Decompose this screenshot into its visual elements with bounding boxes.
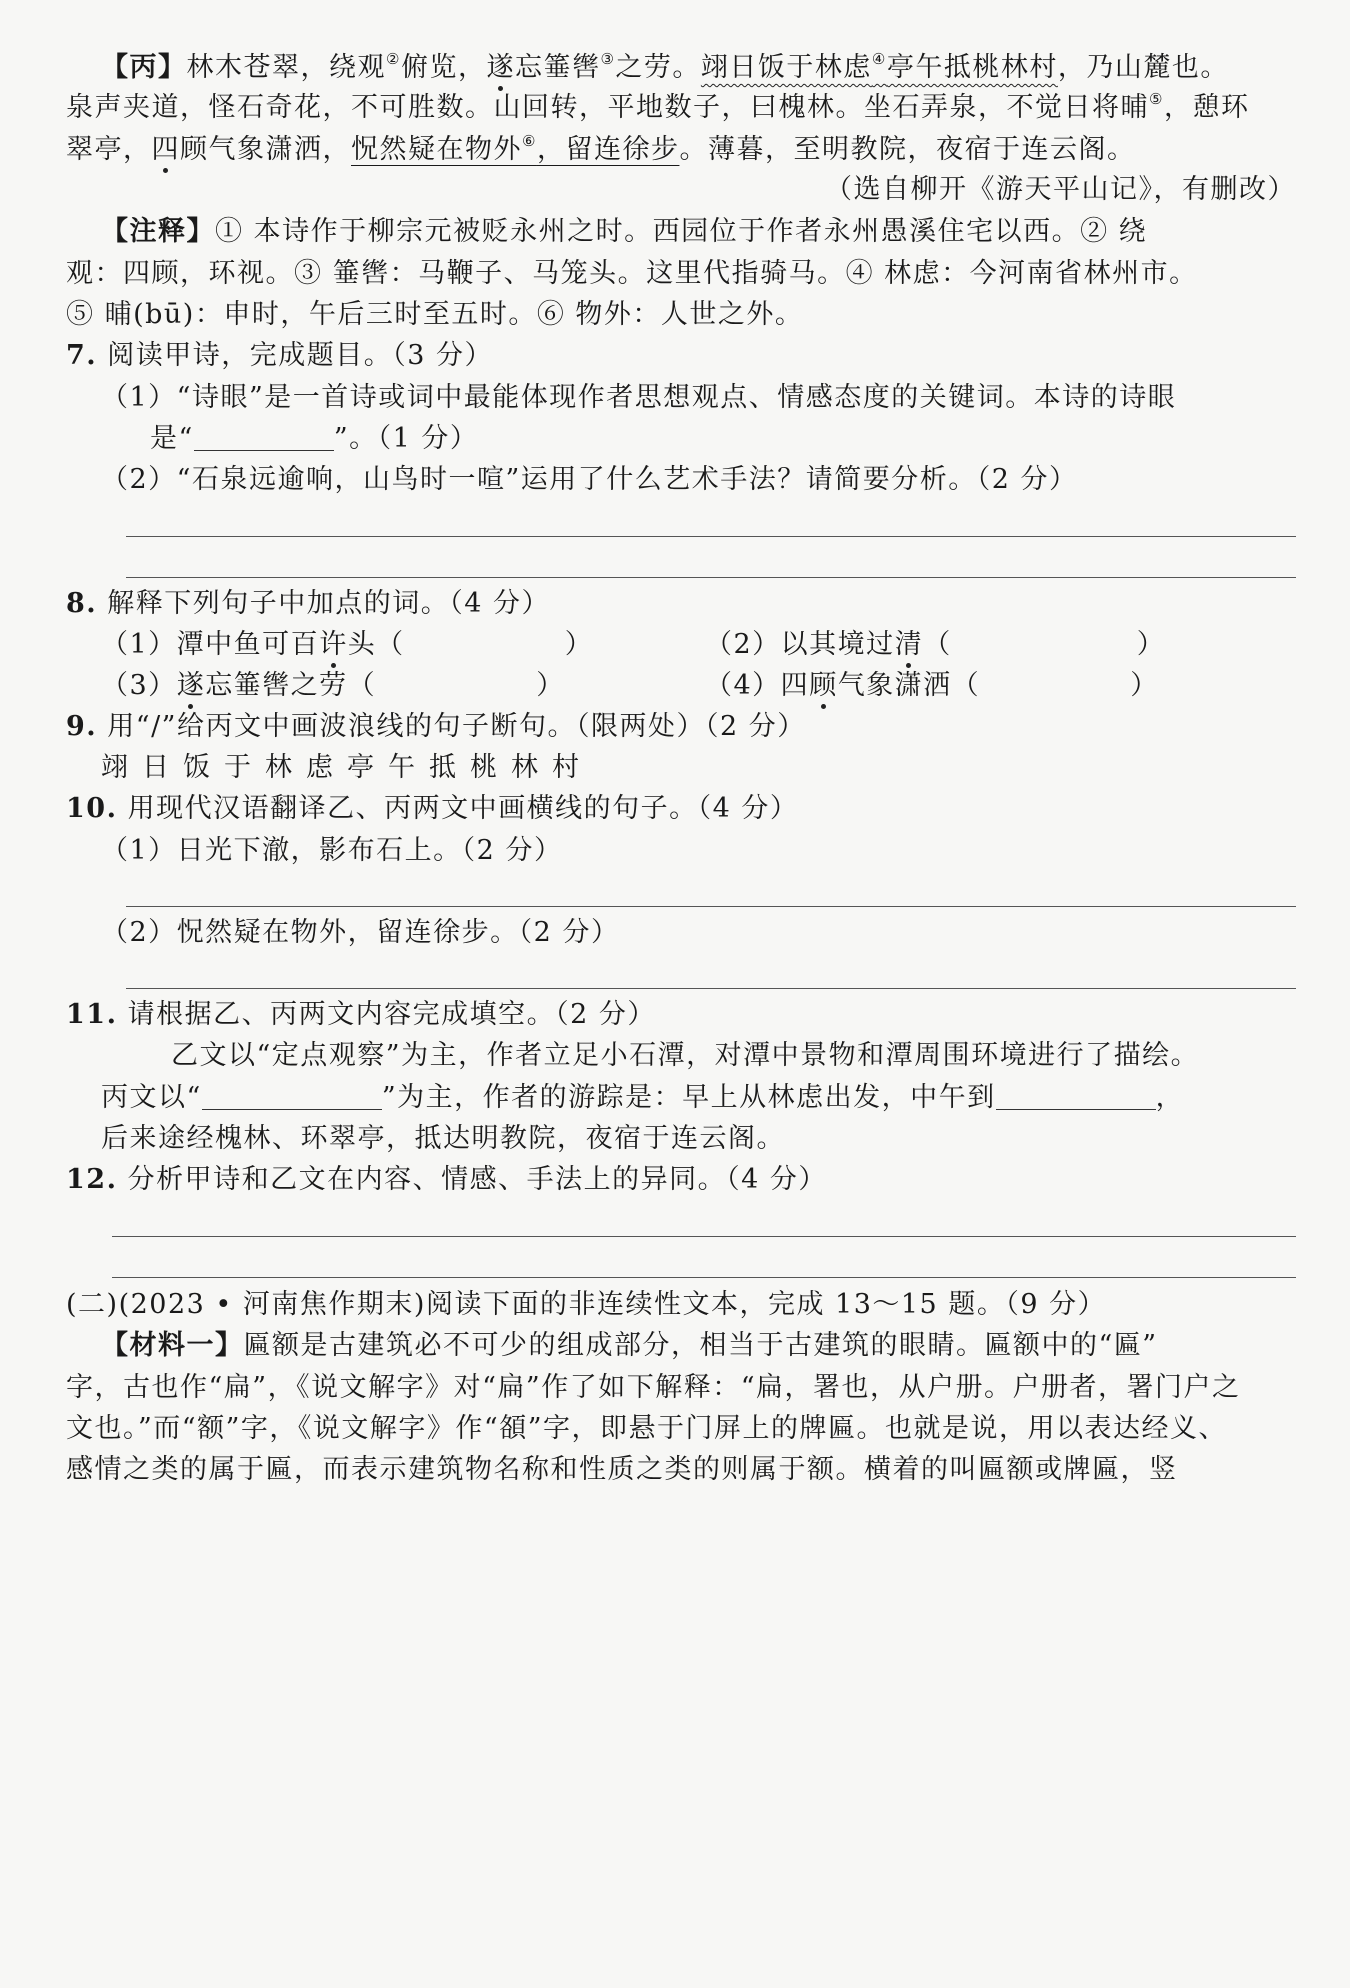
footnote-mark: ⑤ bbox=[1149, 90, 1164, 108]
question-9 bbox=[66, 709, 1296, 745]
question-7-1-line-1: （1）“诗眼”是一首诗或词中最能体现作者思想观点、情感态度的关键词。本诗的诗眼 bbox=[101, 382, 1177, 413]
text: ① 本诗作于柳宗元被贬永州之时。西园位于作者永州愚溪住宅以西。② 绕 bbox=[215, 216, 1148, 247]
question-11-para-2 bbox=[101, 1080, 1296, 1116]
text: ，乃山麓也。 bbox=[1057, 52, 1229, 83]
question-number: 11. bbox=[66, 999, 118, 1030]
text: 丙文以“ bbox=[101, 1082, 202, 1113]
text: 匾额是古建筑必不可少的组成部分，相当于古建筑的眼睛。匾额中的“匾” bbox=[243, 1330, 1158, 1361]
text: 忘箠辔 bbox=[514, 52, 601, 83]
notes-line-3: ⑤ 晡(bū)：申时，午后三时至五时。⑥ 物外：人世之外。 bbox=[66, 299, 804, 330]
text: 翠亭， bbox=[66, 134, 152, 165]
passage-source: （选自柳开《游天平山记》，有删改） bbox=[825, 174, 1296, 205]
passage-bing-tag: 【丙】 bbox=[101, 52, 187, 83]
answer-line[interactable] bbox=[112, 1236, 1296, 1237]
question-12 bbox=[66, 1162, 1296, 1198]
text: 俯览， bbox=[400, 52, 487, 83]
answer-line[interactable] bbox=[126, 906, 1296, 907]
question-10 bbox=[66, 791, 1296, 827]
footnote-mark: ③ bbox=[600, 50, 616, 68]
text: 之劳。 bbox=[615, 52, 701, 83]
answer-line[interactable] bbox=[112, 1277, 1296, 1278]
underlined-sentence bbox=[351, 134, 679, 165]
question-number: 10. bbox=[66, 793, 118, 824]
question-8-item-4 bbox=[705, 668, 1295, 704]
text: 。薄暮，至明教院，夜宿于连云阁。 bbox=[679, 134, 1136, 165]
text: ） bbox=[536, 670, 565, 701]
answer-line[interactable] bbox=[126, 536, 1296, 537]
question-10-1: （1）日光下澈，影布石上。（2 分） bbox=[101, 835, 563, 866]
question-7-2: （2）“石泉远逾响，山鸟时一喧”运用了什么艺术手法？请简要分析。（2 分） bbox=[101, 464, 1078, 495]
question-number: 7. bbox=[66, 340, 98, 371]
text: （1）潭中鱼可百 bbox=[101, 629, 320, 660]
section-2-heading: (二)(2023 • 河南焦作期末)阅读下面的非连续性文本，完成 13～15 题。（9 分） bbox=[66, 1289, 1107, 1320]
answer-blank[interactable] bbox=[996, 1083, 1156, 1110]
footnote-mark: ② bbox=[386, 50, 401, 68]
question-text: 解释下列句子中加点的词。（4 分） bbox=[107, 588, 551, 619]
footnote-mark: ④ bbox=[871, 50, 887, 68]
text: ，留连徐步 bbox=[536, 134, 680, 165]
answer-blank[interactable] bbox=[194, 424, 334, 451]
text: ， bbox=[1155, 1082, 1185, 1113]
question-10-2: （2）怳然疑在物外，留连徐步。（2 分） bbox=[101, 917, 620, 948]
text: 林木苍翠，绕观 bbox=[186, 52, 386, 83]
question-11 bbox=[66, 997, 1296, 1033]
text: ”为主，作者的游踪是：早上从林虑出发，中午到 bbox=[381, 1082, 996, 1113]
passage-bing-line-1 bbox=[101, 50, 1296, 86]
text: 头（ bbox=[347, 629, 405, 660]
passage-bing-line-3 bbox=[66, 132, 1296, 168]
dotted-word: 清 bbox=[894, 629, 924, 660]
passage-bing-line-2 bbox=[66, 90, 1296, 126]
text: 忘箠辔之劳（ bbox=[205, 670, 377, 701]
material-1-line-2: 字，古也作“扁”，《说文解字》对“扁”作了如下解释：“扁，署也，从户册。户册者，署门户之 bbox=[66, 1372, 1241, 1403]
text: 是“ bbox=[150, 423, 194, 454]
notes-tag: 【注释】 bbox=[101, 216, 215, 247]
notes-line-1 bbox=[101, 214, 1296, 250]
question-number: 8. bbox=[66, 588, 98, 619]
dotted-word: 顾 bbox=[809, 670, 838, 701]
question-7 bbox=[66, 338, 1296, 374]
question-8 bbox=[66, 586, 1296, 622]
question-text: 分析甲诗和乙文在内容、情感、手法上的异同。（4 分） bbox=[127, 1164, 827, 1195]
text: ，憩环 bbox=[1163, 92, 1250, 123]
text: ”。（1 分） bbox=[333, 423, 479, 454]
material-1-line-3: 文也。”而“额”字，《说文解字》作“頟”字，即悬于门屏上的牌匾。也就是说，用以表达经义、 bbox=[66, 1413, 1228, 1444]
dotted-word: 四 bbox=[151, 134, 180, 165]
text: （2）以其境过 bbox=[705, 629, 895, 660]
text: 亭午抵桃林村 bbox=[886, 52, 1058, 83]
question-11-para-3: 后来途经槐林、环翠亭，抵达明教院，夜宿于连云阁。 bbox=[101, 1123, 785, 1154]
material-1-line-1 bbox=[101, 1328, 1296, 1364]
question-number: 12. bbox=[66, 1164, 118, 1195]
text: ） bbox=[564, 629, 594, 660]
text: 翊日饭于林虑 bbox=[700, 52, 872, 83]
answer-line[interactable] bbox=[126, 577, 1296, 578]
text: （4）四 bbox=[705, 670, 810, 701]
text: 怳然疑在物外 bbox=[351, 134, 522, 165]
text: 顾气象潇洒， bbox=[180, 134, 351, 165]
dotted-word: 许 bbox=[319, 629, 348, 660]
text: 泉声夹道，怪石奇花，不可胜数。山回转，平地数子，曰槐林。坐石弄泉，不觉日将晡 bbox=[66, 92, 1149, 123]
question-text: 请根据乙、丙两文内容完成填空。（2 分） bbox=[127, 999, 656, 1030]
question-text: 用“/”给丙文中画波浪线的句子断句。（限两处）（2 分） bbox=[107, 711, 806, 742]
text: （ bbox=[923, 629, 952, 660]
material-1-tag: 【材料一】 bbox=[101, 1330, 244, 1361]
question-7-1-line-2 bbox=[150, 421, 1296, 457]
wavy-underlined-sentence bbox=[701, 52, 1058, 83]
text: （3） bbox=[101, 670, 177, 701]
answer-blank[interactable] bbox=[202, 1083, 382, 1110]
text: ） bbox=[1136, 629, 1166, 660]
question-text: 用现代汉语翻译乙、丙两文中画横线的句子。（4 分） bbox=[127, 793, 799, 824]
question-11-para-1: 乙文以“定点观察”为主，作者立足小石潭，对潭中景物和潭周围环境进行了描绘。 bbox=[171, 1040, 1200, 1071]
question-8-item-2 bbox=[705, 627, 1295, 663]
question-9-sentence[interactable]: 翊日饭于林虑亭午抵桃林村 bbox=[101, 752, 593, 783]
notes-line-2: 观：四顾，环视。③ 箠辔：马鞭子、马笼头。这里代指骑马。④ 林虑：今河南省林州市。 bbox=[66, 258, 1198, 289]
question-text: 阅读甲诗，完成题目。（3 分） bbox=[107, 340, 494, 371]
text: ） bbox=[1130, 670, 1159, 701]
footnote-mark: ⑥ bbox=[522, 132, 537, 150]
answer-line[interactable] bbox=[126, 988, 1296, 989]
dotted-word: 遂 bbox=[486, 52, 515, 83]
dotted-word: 遂 bbox=[176, 670, 206, 701]
text: 气象潇洒（ bbox=[837, 670, 981, 701]
material-1-line-4: 感情之类的属于匾，而表示建筑物名称和性质之类的则属于额。横着的叫匾额或牌匾，竖 bbox=[66, 1454, 1178, 1485]
question-number: 9. bbox=[66, 711, 98, 742]
